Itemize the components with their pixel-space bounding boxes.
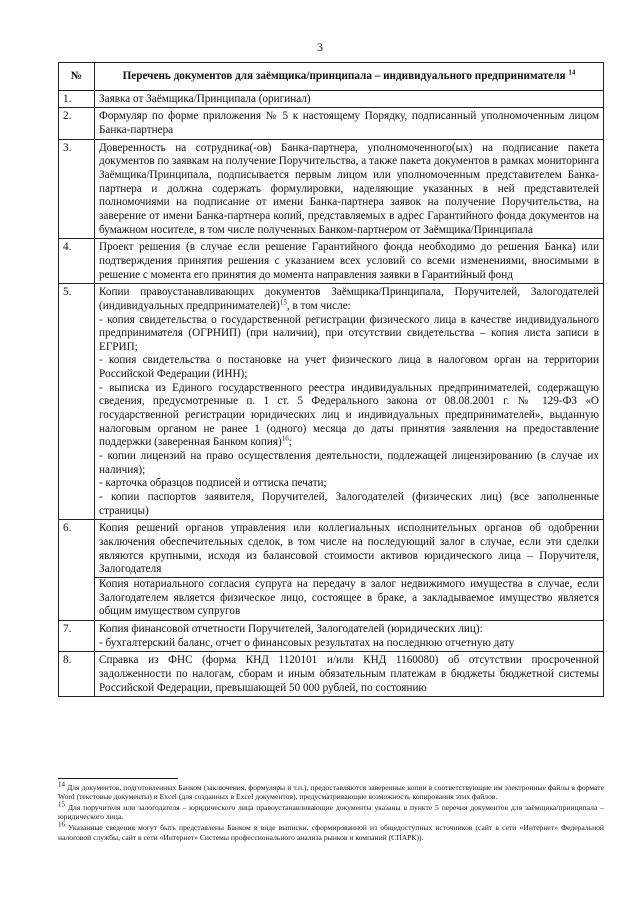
row-paragraph-text: Формуляр по форме приложения № 5 к настоящему Порядку, подписанный уполномоченным лицом Банка-партнера: [99, 110, 599, 136]
footnote-text: Для поручителя или залогодателя – юридического лица правоустанавливающие документы указаны в пункте 5 перечня документов для заёмщика/принципала – юридического лица.: [58, 803, 604, 822]
row-paragraph: [99, 286, 599, 313]
table-row: [59, 652, 604, 697]
footnote: [58, 820, 604, 842]
row-paragraph: [99, 637, 599, 651]
footnote-ref: 16: [281, 434, 289, 443]
footnote-separator: [58, 778, 178, 779]
row-paragraph-text: - копии паспортов заявителя, Поручителей, Залогодателей (физических лиц) (все заполненные страницы): [99, 491, 599, 517]
table-row: [59, 139, 604, 239]
row-number: 7.: [59, 620, 95, 651]
table-row: [59, 520, 604, 621]
row-text: [95, 108, 604, 139]
table-row: [59, 90, 604, 108]
footnote-ref: 14: [568, 68, 576, 77]
documents-table: [58, 62, 604, 697]
row-text: [95, 90, 604, 108]
row-paragraph-text: - копия свидетельства о государственной регистрации физического лица в качестве индивидуального предпринимателя (ОГРНИП) (при наличии), при отсутствии свидетельства – копия листа записи в ЕГРИП;: [99, 313, 599, 353]
row-number: 1.: [59, 90, 95, 108]
row-paragraph-text: Копия финансовой отчетности Поручителей, Залогодателей (юридических лиц):: [99, 622, 483, 635]
row-paragraph: [99, 623, 599, 637]
column-header-number: №: [59, 63, 95, 91]
table-row: [59, 239, 604, 284]
footnote-number: 14: [58, 780, 65, 789]
row-paragraph-text: - бухгалтерский баланс, отчет о финансовых результатах на последнюю отчетную дату: [99, 636, 515, 649]
row-paragraph-text: Заявка от Заёмщика/Принципала (оригинал): [99, 92, 311, 105]
row-number: 6.: [59, 520, 95, 621]
row-paragraph: [99, 110, 599, 137]
page-number: 3: [317, 40, 323, 54]
footnote: [58, 800, 604, 822]
row-paragraph-text: Копии правоустанавливающих документов Заёмщика/Принципала, Поручителей, Залогодателей (индивидуальных предпринимателей): [99, 286, 599, 312]
table-body: [59, 90, 604, 697]
row-text: [95, 620, 604, 651]
row-paragraph: [99, 93, 599, 107]
footnote: [58, 780, 604, 802]
row-text: [95, 520, 604, 621]
row-paragraph-text: Справка из ФНС (форма КНД 1120101 и/или КНД 1160080) об отсутствии просроченной задолженности по налогам, сборам и иным обязательным платежам в бюджеты бюджетной системы Российской Федерации, превышающей 50 000 рублей, по состоянию: [99, 654, 599, 694]
row-number: 8.: [59, 652, 95, 697]
table-row: [59, 620, 604, 651]
footnote-text: Для документов, подготовленных Банком (заключения, формуляры и т.п.), предоставляются заверенные копии в соответствующие им электронные файлы в формате Word (текстовые документы) и Excel (для созданных в Excel документов), предусматривающие возможность копирования этих файлов.: [58, 783, 604, 802]
table-row: [59, 284, 604, 520]
footnotes: [58, 780, 604, 844]
row-text: [95, 239, 604, 284]
row-paragraph-tail: , в том числе:: [286, 299, 351, 312]
row-number: 4.: [59, 239, 95, 284]
row-paragraph-text: Проект решения (в случае если решение Гарантийного фонда необходимо до решения Банка) или подтверждения принятия решения с указанием всех условий со всеми изменениями, вносимыми в решение с момента его принятия до момента направления заявки в Гарантийный фонд: [99, 241, 599, 281]
row-paragraph: [99, 354, 599, 381]
table-row: [59, 108, 604, 139]
footnote-text: Указанные сведения могут быть представлены Банком в виде выписки, сформированной из общедоступных источников (сайт в сети «Интернет» Федеральной налоговой службы, сайт в сети «Интернет» Системы профессионального анализа рынков и компаний (СПАРК)).: [58, 823, 604, 842]
row-paragraph-text: - копия свидетельства о постановке на учет физического лица в налоговом орган на территории Российской Федерации (ИНН);: [99, 354, 599, 381]
table-header-row: [59, 63, 604, 91]
row-paragraph: [95, 577, 603, 619]
row-text: [95, 139, 604, 239]
footnote-number: 16: [58, 820, 65, 829]
row-paragraph-text: - копии лицензий на право осуществления деятельности, подлежащей лицензированию (в случае их наличия);: [99, 450, 599, 476]
row-paragraph: [99, 522, 599, 577]
column-header-title: [95, 63, 604, 91]
row-paragraph: [99, 314, 599, 355]
footnote-ref: 15: [279, 298, 287, 307]
row-paragraph-text: Доверенность на сотрудника(-ов) Банка-партнера, уполномоченного(ых) на подписание пакета документов по заявкам на получение Поручительства, а также пакета документов в рамках мониторинга Заёмщика/Принципала, подписывается первым лицом или уполномоченным представителем Банка-партнера и должна содержать формулировки, наделяющие указанных в ней представителей полномочиями на подписание от имени Банка-партнера заявок на получение Поручительства, на заверение от имени Банка-партнера копий, представляемых в адрес Гарантийного фонда документов на бумажном носителе, в том числе полученных Банком-партнером от Заёмщика/Принципала: [99, 141, 599, 236]
row-text: [95, 284, 604, 520]
row-paragraph: [99, 477, 599, 491]
row-paragraph-text: Копия нотариального согласия супруга на передачу в залог недвижимого имущества в случае, если Залогодателем является физическое лицо, состоящее в браке, а закладываемое имущество является общим имуществом супругов: [99, 577, 599, 618]
row-paragraph: [99, 450, 599, 477]
row-paragraph-tail: ;: [288, 436, 292, 449]
row-paragraph: [99, 654, 599, 695]
row-paragraph: [99, 241, 599, 282]
row-number: 2.: [59, 108, 95, 139]
row-paragraph: [99, 142, 599, 238]
row-paragraph-text: Копия решений органов управления или коллегиальных исполнительных органов об одобрении заключения обеспечительных сделок, в том числе на последующий залог в случае, если эти сделки являются крупными, исходя из балансовой стоимости активов юридического лица – Поручителя, Залогодателя: [99, 522, 599, 576]
row-paragraph-text: - карточка образцов подписей и оттиска печати;: [99, 477, 327, 490]
row-text: [95, 652, 604, 697]
row-number: 3.: [59, 139, 95, 239]
row-number: 5.: [59, 284, 95, 520]
footnote-number: 15: [58, 800, 65, 809]
column-header-title-text: Перечень документов для заёмщика/принципала – индивидуального предпринимателя: [122, 70, 566, 82]
row-paragraph: [99, 491, 599, 518]
row-paragraph: [99, 382, 599, 450]
row-paragraph-text: - выписка из Единого государственного реестра индивидуальных предпринимателей, содержащую сведения, предусмотренные п. 1 ст. 5 Федерального закона от 08.08.2001 г. № 129-ФЗ «О государственной регистрации юридических лиц и индивидуальных предпринимателей», выданную налоговым органом не ранее 1 (одного) месяца до даты принятия заявления на предоставление поддержки (заверенная Банком копия): [99, 381, 599, 449]
